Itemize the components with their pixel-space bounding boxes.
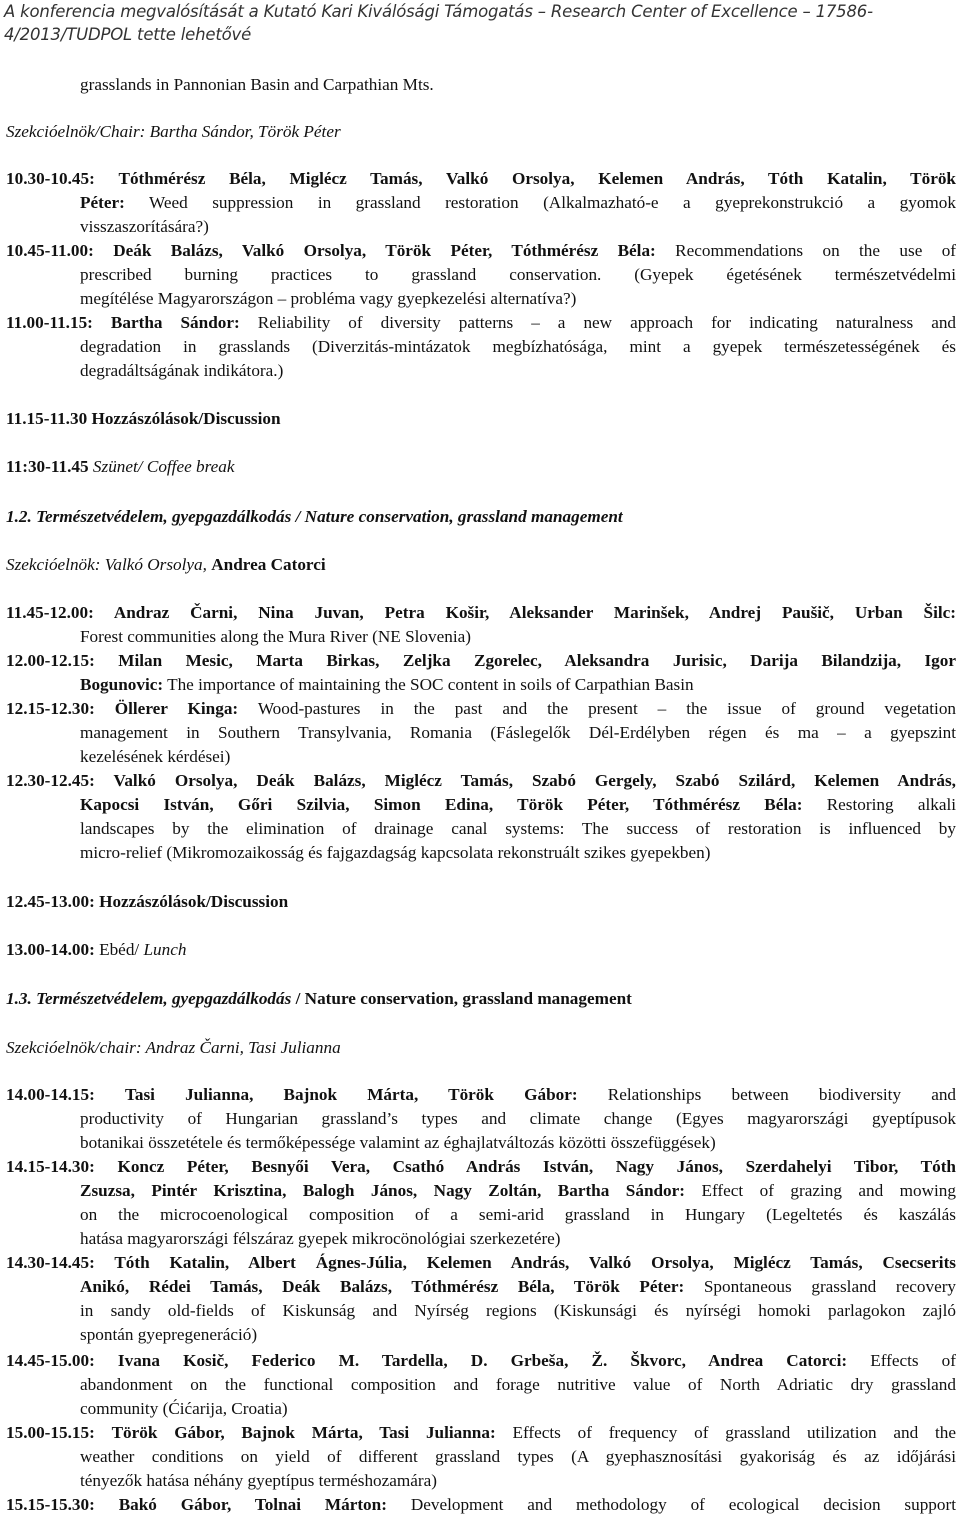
talk-10-45-line2: prescribed burning practices to grassland conservation. (Gyepek égetésének természetvédelmi [80,265,956,284]
chair-3: Szekcióelnök/chair: Andraz Čarni, Tasi Julianna [6,1038,341,1057]
talk-12-30-line4: micro-relief (Mikromozaikosság és fajgazdagság kapcsolata rekonstruált szikes gyepekben) [80,843,711,862]
talk-authors: Ivana Kosič, Federico M. Tardella, D. Grbeša, Ž. Škvorc, Andrea Catorci: [117,1351,848,1370]
talk-authors: Andraz Čarni, Nina Juvan, Petra Košir, Aleksander Marinšek, Andrej Paušič, Urban Šilc: [113,603,956,622]
talk-11-00: 11.00-11.15: Bartha Sándor: Reliability of diversity patterns – a new approach for indicating naturalness and [6,313,956,332]
talk-time: 14.15-14.30: [6,1157,95,1176]
talk-11-00-line2: degradation in grasslands (Diverzitás-mintázatok megbízhatósága, mint a gyepek természetességének és [80,337,956,356]
talk-time: 11.00-11.15: [6,313,93,332]
talk-authors: Török Gábor, Bajnok Márta, Tasi Julianna: [111,1423,496,1442]
talk-authors: Bartha Sándor: [110,313,240,332]
talk-14-45: 14.45-15.00: Ivana Kosič, Federico M. Tardella, D. Grbeša, Ž. Škvorc, Andrea Catorci: Effects of [6,1351,956,1370]
talk-10-45-line3: megítélése Magyarországon – probléma vagy gyepkezelési alternatíva?) [80,289,577,308]
talk-15-15: 15.15-15.30: Bakó Gábor, Tolnai Márton: Development and methodology of ecological decision support [6,1495,956,1514]
talk-14-15 [6,1155,956,1179]
talk-authors: Deák Balázs, Valkó Orsolya, Török Péter, Tóthmérész Béla: [113,241,656,260]
talk-time: 14.00-14.15: [6,1085,95,1104]
talk-10-30-line2: Péter: Weed suppression in grassland restoration (Alkalmazható-e a gyeprekonstrukció a gyomok [80,193,956,212]
talk-12-15-line3: kezelésének kérdései) [80,747,231,766]
talk-14-15-line3: on the microcoenological composition of a semi-arid grassland in Hungary (Legeltetés és kaszálás [80,1205,956,1224]
talk-10-30 [6,167,956,191]
talk-12-30-line2: Kapocsi István, Gőri Szilvia, Simon Edina, Török Péter, Tóthmérész Béla: Restoring alkali [80,795,956,814]
talk-authors: Tóth Katalin, Albert Ágnes-Júlia, Kelemen András, Valkó Orsolya, Miglécz Tamás, Csecserits [114,1253,956,1272]
talk-12-00-line2: Bogunovic: The importance of maintaining the SOC content in soils of Carpathian Basin [80,675,694,694]
talk-15-00-line3: tényezők hatása néhány gyeptípus terméshozamára) [80,1471,437,1490]
talk-14-30 [6,1251,956,1275]
talk-time: 15.00-15.15: [6,1423,95,1442]
talk-14-00: 14.00-14.15: Tasi Julianna, Bajnok Márta, Török Gábor: Relationships between biodiversity and [6,1085,956,1104]
chair-2: Szekcióelnök: Valkó Orsolya, Andrea Catorci [6,555,326,574]
lunch: 13.00-14.00: Ebéd/ Lunch [6,940,187,959]
talk-12-00 [6,649,956,673]
page-header [4,0,956,46]
section-1-3-title: 1.3. Természetvédelem, gyepgazdálkodás / Nature conservation, grassland management [6,989,632,1008]
header-line-2: 4/2013/TUDPOL tette lehetővé [4,25,252,44]
talk-time: 12.00-12.15: [6,651,95,670]
talk-11-45 [6,601,956,625]
talk-authors: Koncz Péter, Besnyői Vera, Csathó András István, Nagy János, Szerdahelyi Tibor, Tóth [117,1157,956,1176]
talk-authors: Milan Mesic, Marta Birkas, Zeljka Zgorelec, Aleksandra Jurisic, Darija Bilandzija, Igor [118,651,956,670]
talk-12-15-line2: management in Southern Transylvania, Romania (Fáslegelők Dél-Erdélyben régen és ma – a gyepszint [80,723,956,742]
talk-14-45-line2: abandonment on the functional composition and forage nutritive value of North Adriatic dry grassland [80,1375,956,1394]
talk-11-00-line3: degradáltságának indikátora.) [80,361,284,380]
coffee-break: 11:30-11.45 Szünet/ Coffee break [6,457,235,476]
talk-14-00-line2: productivity of Hungarian grassland’s types and climate change (Egyes magyarországi gyeptípusok [80,1109,956,1128]
talk-time: 11.45-12.00: [6,603,94,622]
talk-14-00-line3: botanikai összetétele és termőképessége valamint az éghajlatváltozás közötti összefüggések) [80,1133,716,1152]
talk-14-15-line2: Zsuzsa, Pintér Krisztina, Balogh János, Nagy Zoltán, Bartha Sándor: Effect of grazing and mowing [80,1181,956,1200]
talk-14-30-line3: in sandy old-fields of Kiskunság and Nyírség regions (Kiskunsági és nyírségi homoki parlagokon zajló [80,1301,956,1320]
talk-10-45: 10.45-11.00: Deák Balázs, Valkó Orsolya, Török Péter, Tóthmérész Béla: Recommendations on the use of [6,241,956,260]
talk-12-30 [6,769,956,793]
talk-time: 12.30-12.45: [6,771,95,790]
talk-authors: Tóthmérész Béla, Miglécz Tamás, Valkó Orsolya, Kelemen András, Tóth Katalin, Török [118,169,956,188]
talk-14-45-line3: community (Ćićarija, Croatia) [80,1399,288,1418]
talk-authors: Tasi Julianna, Bajnok Márta, Török Gábor: [124,1085,578,1104]
talk-time: 15.15-15.30: [6,1495,95,1514]
discussion-1: 11.15-11.30 Hozzászólások/Discussion [6,409,281,428]
talk-12-30-line3: landscapes by the elimination of drainage canal systems: The success of restoration is influenced by [80,819,956,838]
section-1-2-title: 1.2. Természetvédelem, gyepgazdálkodás / Nature conservation, grassland management [6,507,623,526]
talk-14-30-line4: spontán gyepregeneráció) [80,1325,258,1344]
talk-time: 14.45-15.00: [6,1351,95,1370]
talk-time: 10.45-11.00: [6,241,94,260]
talk-time: 10.30-10.45: [6,169,95,188]
chair-1: Szekcióelnök/Chair: Bartha Sándor, Török Péter [6,122,341,141]
talk-time: 12.15-12.30: [6,699,95,718]
talk-14-30-line2: Anikó, Rédei Tamás, Deák Balázs, Tóthmérész Béla, Török Péter: Spontaneous grassland recovery [80,1277,956,1296]
talk-authors: Valkó Orsolya, Deák Balázs, Miglécz Tamás, Szabó Gergely, Szabó Szilárd, Kelemen András, [113,771,956,790]
talk-authors: Öllerer Kinga: [114,699,239,718]
talk-15-00: 15.00-15.15: Török Gábor, Bajnok Márta, Tasi Julianna: Effects of frequency of grassland utilization and the [6,1423,956,1442]
talk-authors: Bakó Gábor, Tolnai Márton: [118,1495,387,1514]
talk-14-15-line4: hatása magyarországi félszáraz gyepek mikrocönológiai szerkezetére) [80,1229,561,1248]
header-line-1: A konferencia megvalósítását a Kutató Kari Kiválósági Támogatás – Research Center of Excellence – 17586- [4,2,873,21]
talk-12-15: 12.15-12.30: Öllerer Kinga: Wood-pastures in the past and the present – the issue of ground vegetation [6,699,956,718]
talk-10-30-line3: visszaszorítására?) [80,217,209,236]
talk-15-00-line2: weather conditions on yield of different grassland types (A gyephasznosítási gyakoriság és az időjárási [80,1447,956,1466]
talk-11-45-line2: Forest communities along the Mura River (NE Slovenia) [80,627,471,646]
talk-time: 14.30-14.45: [6,1253,95,1272]
discussion-2: 12.45-13.00: Hozzászólások/Discussion [6,892,289,911]
top-fragment: grasslands in Pannonian Basin and Carpathian Mts. [80,75,434,94]
